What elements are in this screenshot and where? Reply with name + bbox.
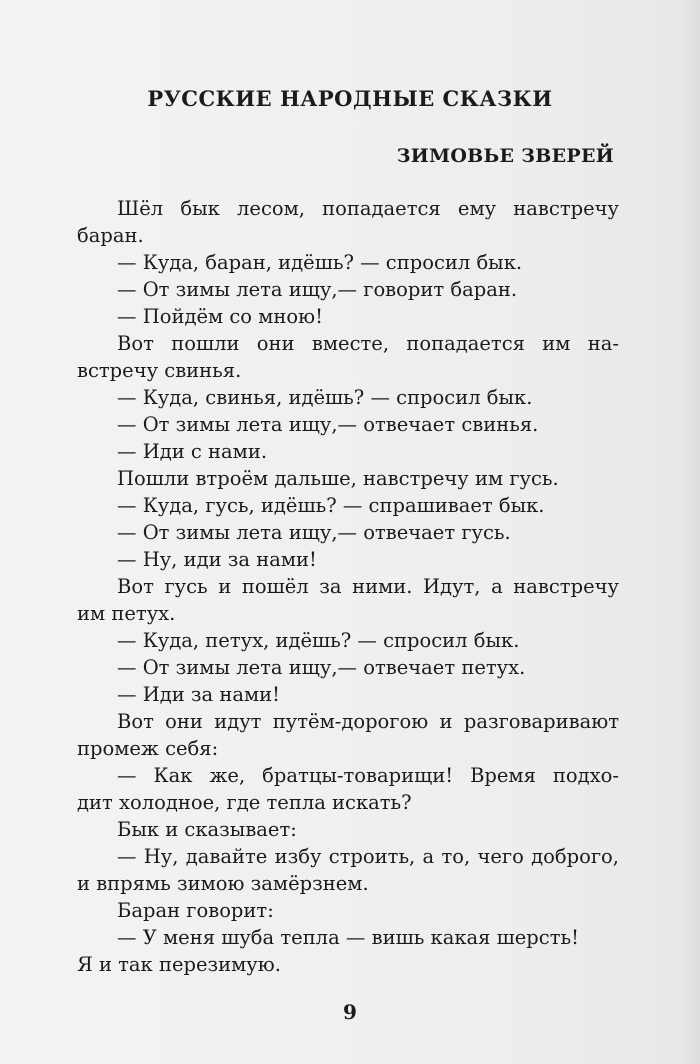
text-line: — Иди с нами. — [117, 440, 268, 463]
text-line: и впрямь зимою замёрзнем. — [77, 872, 369, 895]
text-line: Вот пошли они вместе, попадается им на- — [117, 332, 619, 355]
text-line: Я и так перезимую. — [77, 953, 281, 976]
text-line: — От зимы лета ищу,— отвечает гусь. — [117, 521, 511, 544]
text-line: — Куда, петух, идёшь? — спросил бык. — [117, 629, 520, 652]
text-line: Вот гусь и пошёл за ними. Идут, а навстречу — [117, 575, 619, 598]
text-line: — Ну, давайте избу строить, а то, чего доброго, — [117, 845, 619, 868]
text-line: — Пойдём со мною! — [117, 305, 323, 328]
text-line: Бык и сказывает: — [117, 818, 297, 841]
page-number: 9 — [343, 1000, 357, 1024]
text-line: — Как же, братцы-товарищи! Время подхо- — [117, 764, 619, 787]
text-line: — Иди за нами! — [117, 683, 280, 706]
text-line: Шёл бык лесом, попадается ему навстречу — [117, 197, 619, 220]
text-line: — У меня шуба тепла — вишь какая шерсть! — [117, 926, 579, 949]
text-line: Пошли втроём дальше, навстречу им гусь. — [117, 467, 559, 490]
story-title: ЗИМОВЬЕ ЗВЕРЕЙ — [396, 145, 614, 167]
text-line: — От зимы лета ищу,— отвечает петух. — [117, 656, 526, 679]
text-line: — Ну, иди за нами! — [117, 548, 317, 571]
text-line: — Куда, гусь, идёшь? — спрашивает бык. — [117, 494, 545, 517]
text-line: — Куда, баран, идёшь? — спросил бык. — [117, 251, 523, 274]
text-line: дит холодное, где тепла искать? — [77, 791, 412, 814]
text-line: промеж себя: — [77, 737, 219, 760]
text-line: баран. — [77, 224, 144, 247]
page-edge-shadow — [682, 0, 700, 1064]
text-line: им петух. — [77, 602, 176, 625]
text-line: — От зимы лета ищу,— говорит баран. — [117, 278, 518, 301]
text-line: — От зимы лета ищу,— отвечает свинья. — [117, 413, 539, 436]
text-line: встречу свинья. — [77, 359, 242, 382]
text-line: Вот они идут путём-дорогою и разговаривают — [117, 710, 619, 733]
section-title: РУССКИЕ НАРОДНЫЕ СКАЗКИ — [147, 86, 553, 111]
text-line: — Куда, свинья, идёшь? — спросил бык. — [117, 386, 533, 409]
story-text — [77, 195, 619, 978]
text-line: Баран говорит: — [117, 899, 274, 922]
